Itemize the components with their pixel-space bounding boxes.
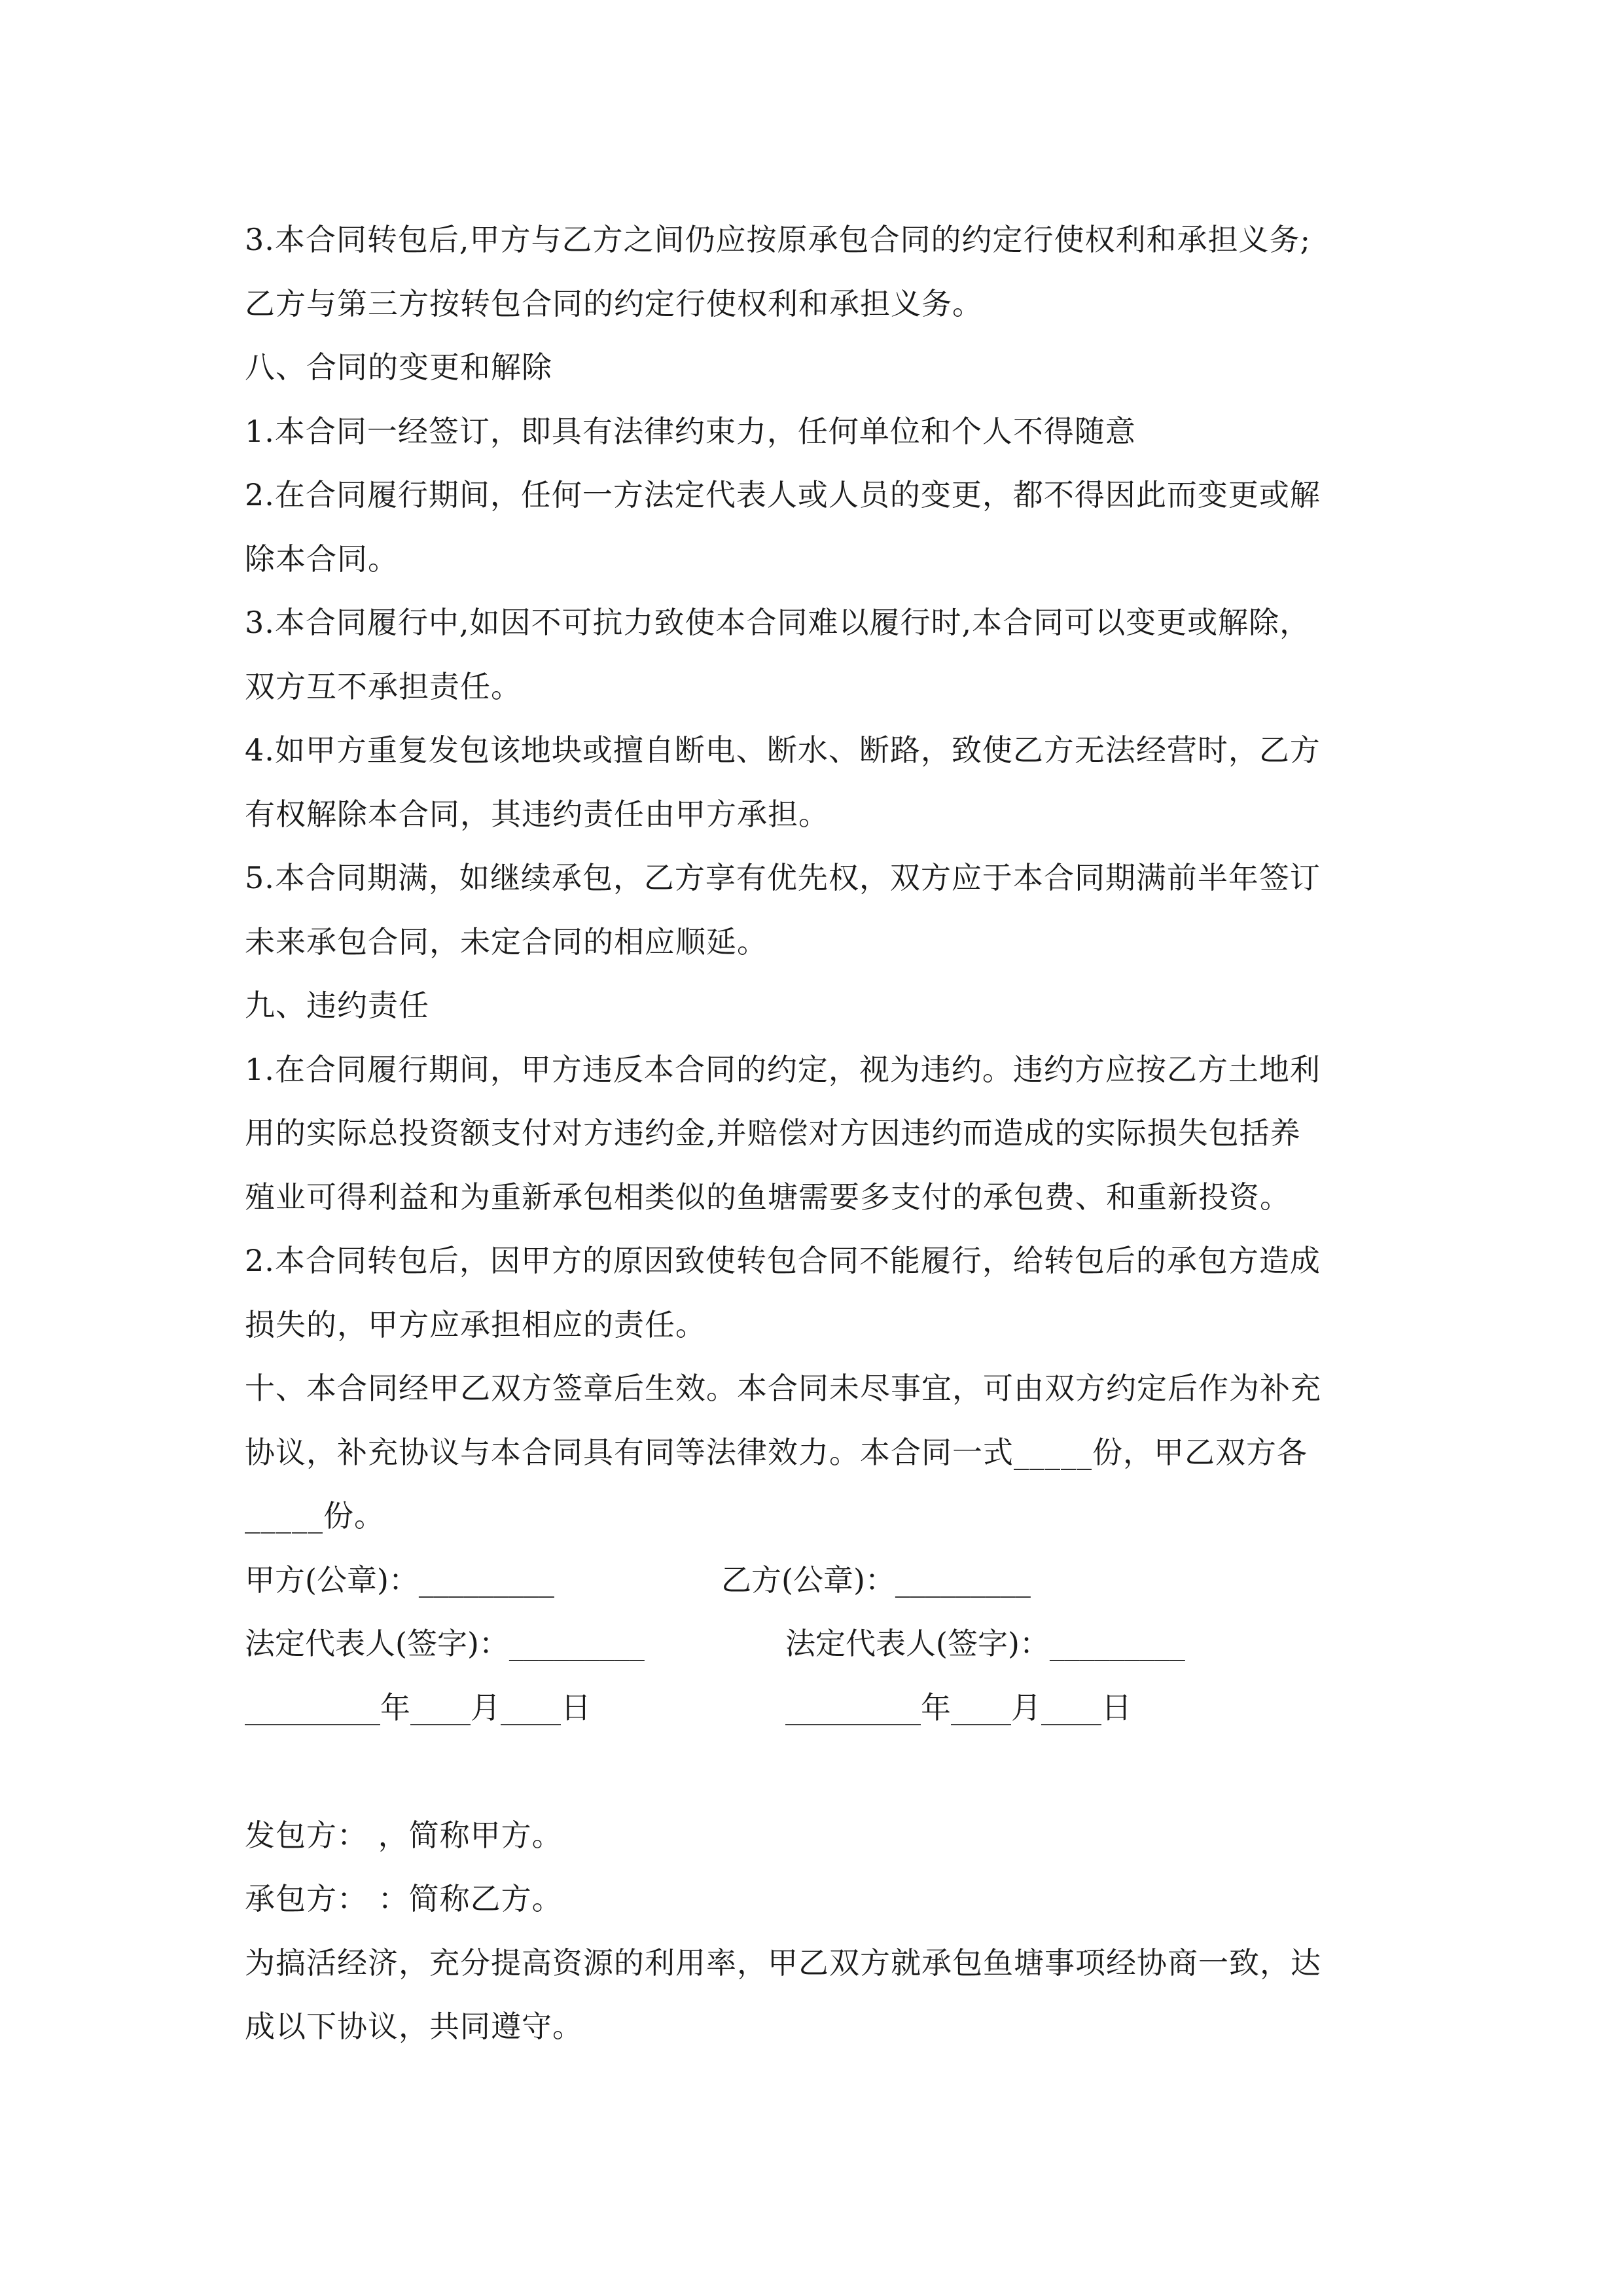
preamble-purpose-line-2: 成以下协议，共同遵守。 [245, 2009, 583, 2044]
section-heading-8: 八、合同的变更和解除 [245, 350, 552, 385]
clause-8-4-line-2: 有权解除本合同，其违约责任由甲方承担。 [245, 796, 829, 832]
preamble-purpose-line-1: 为搞活经济，充分提高资源的利用率，甲乙双方就承包鱼塘事项经协商一致，达 [245, 1945, 1321, 1981]
party-b-seal: 乙方(公章)：_________ [721, 1562, 1031, 1598]
clause-8-3b-line-2: 双方互不承担责任。 [245, 668, 522, 704]
signature-row-rep [245, 1612, 1397, 1676]
clause-8-5-line-2: 未来承包合同，未定合同的相应顺延。 [245, 924, 768, 960]
clause-8-3-line-1: 3.本合同转包后,甲方与乙方之间仍应按原承包合同的约定行使权利和承担义务; [245, 222, 1311, 257]
clause-9-1-line-2: 用的实际总投资额支付对方违约金,并赔偿对方因违约而造成的实际损失包括养 [245, 1115, 1301, 1151]
section-10-line-1: 十、本合同经甲乙双方签章后生效。本合同未尽事宜，可由双方约定后作为补充 [245, 1371, 1321, 1406]
party-b-representative: 法定代表人(签字)：_________ [785, 1626, 1185, 1661]
clause-8-1: 1.本合同一经签订，即具有法律约束力，任何单位和个人不得随意 [245, 413, 1136, 449]
party-a-date: _________年____月____日 [245, 1689, 591, 1725]
clause-8-4-line-1: 4.如甲方重复发包该地块或擅自断电、断水、断路，致使乙方无法经营时，乙方 [245, 732, 1321, 768]
preamble-contractor: 承包方： ：简称乙方。 [245, 1881, 563, 1916]
clause-9-1-line-3: 殖业可得利益和为重新承包相类似的鱼塘需要多支付的承包费、和重新投资。 [245, 1179, 1291, 1215]
clause-8-3b-line-1: 3.本合同履行中,如因不可抗力致使本合同难以履行时,本合同可以变更或解除， [245, 605, 1311, 640]
signature-row-date [245, 1676, 1397, 1740]
section-heading-9: 九、违约责任 [245, 988, 429, 1023]
clause-8-5-line-1: 5.本合同期满，如继续承包，乙方享有优先权，双方应于本合同期满前半年签订 [245, 860, 1321, 895]
clause-8-2-line-1: 2.在合同履行期间，任何一方法定代表人或人员的变更，都不得因此而变更或解 [245, 477, 1321, 512]
section-10-line-2: 协议，补充协议与本合同具有同等法律效力。本合同一式_____份，甲乙双方各 [245, 1434, 1308, 1470]
signature-row-seal [245, 1549, 1397, 1613]
document-body [245, 208, 1397, 2059]
preamble-employer: 发包方： ，简称甲方。 [245, 1817, 563, 1853]
clause-8-3-line-2: 乙方与第三方按转包合同的约定行使权利和承担义务。 [245, 285, 983, 321]
clause-9-2-line-1: 2.本合同转包后，因甲方的原因致使转包合同不能履行，给转包后的承包方造成 [245, 1243, 1321, 1278]
party-b-date: _________年____月____日 [785, 1689, 1132, 1725]
party-a-representative: 法定代表人(签字)：_________ [245, 1626, 645, 1661]
section-spacer [245, 1740, 1397, 1804]
clause-9-2-line-2: 损失的，甲方应承担相应的责任。 [245, 1306, 706, 1342]
clause-9-1-line-1: 1.在合同履行期间，甲方违反本合同的约定，视为违约。违约方应按乙方土地利 [245, 1051, 1321, 1087]
section-10-line-3: _____份。 [245, 1498, 385, 1534]
clause-8-2-line-2: 除本合同。 [245, 541, 399, 577]
party-a-seal: 甲方(公章)：_________ [245, 1562, 554, 1598]
